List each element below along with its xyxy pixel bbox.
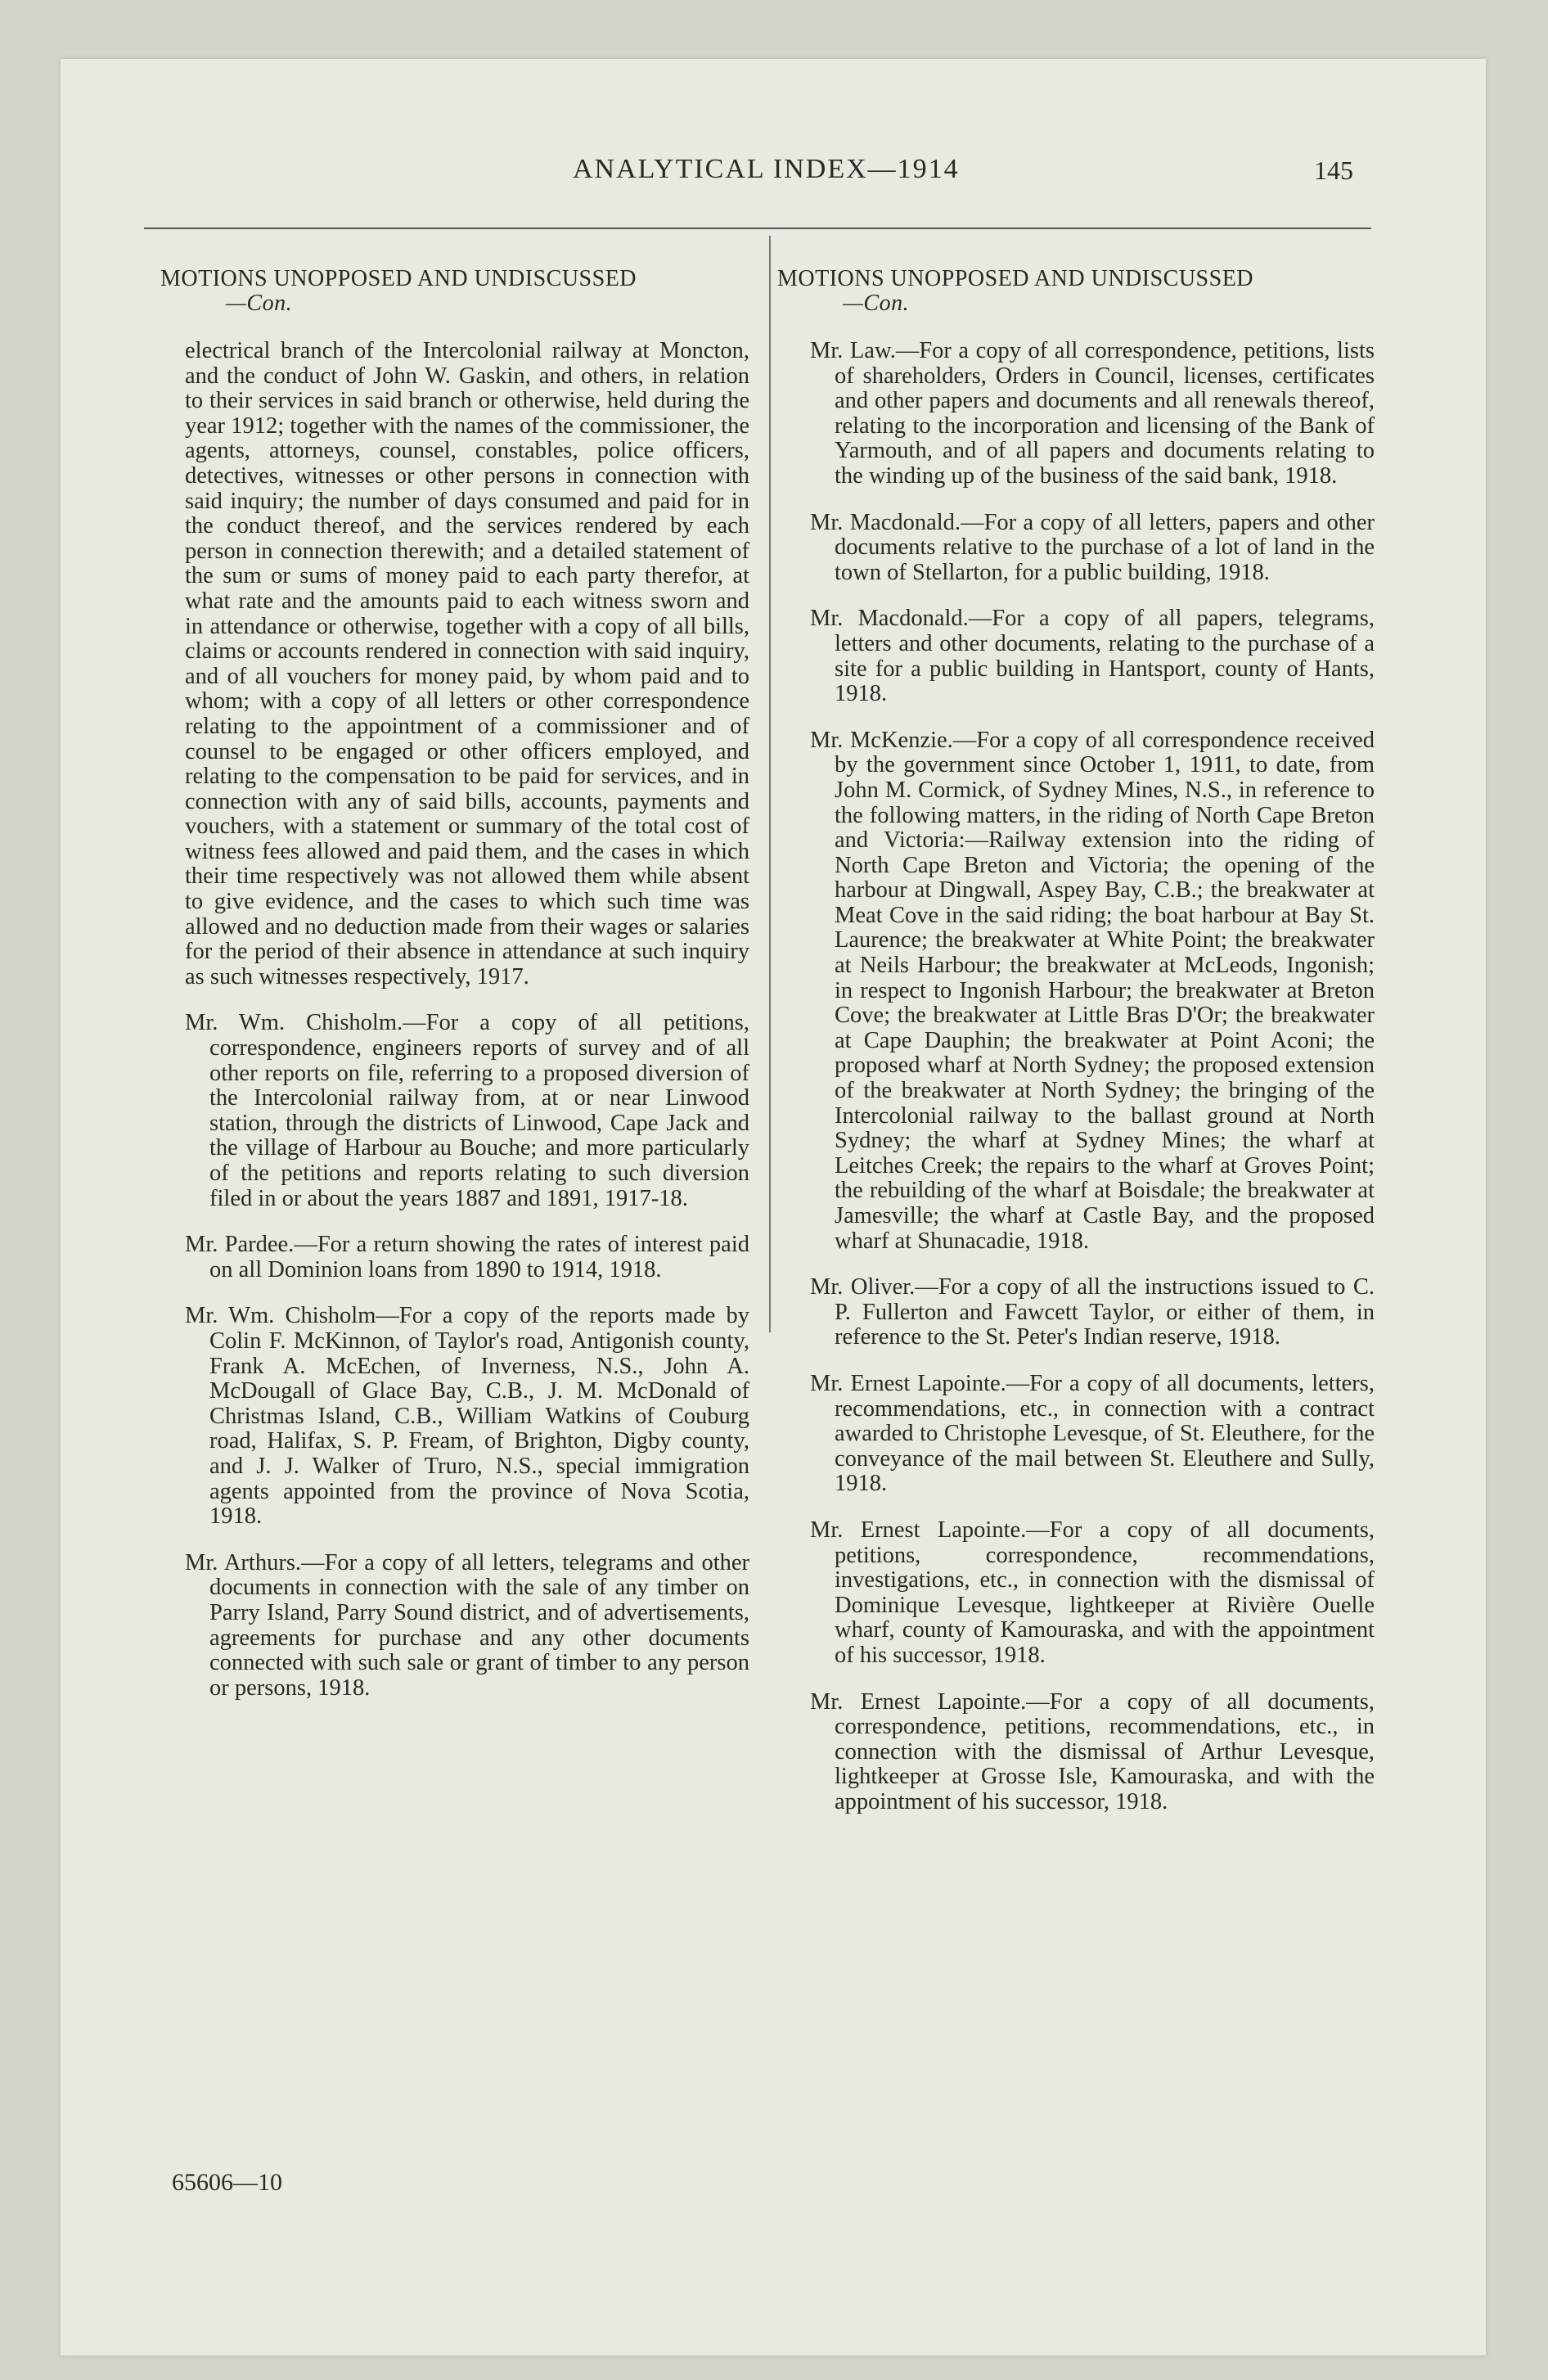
index-entry <box>185 1549 750 1702</box>
motion-text: —For a copy of all petitions, correspondence, engineers reports of survey and of all other reports on file, referring to a proposed diversion of the Intercolonial railway from, at or near Linwood station, through the districts of Linwood, Cape Jack and the village of Harbour au Bouche; and more particularly of the petitions and reports relating to such diversion filed in or about the years 1887 and 1891, 1917-18. <box>209 1010 750 1211</box>
mover-name: Mr. Ernest Lapointe. <box>810 1688 1027 1715</box>
heading-text: MOTIONS UNOPPOSED AND UNDISCUSSED <box>777 266 1254 291</box>
index-entry <box>810 1274 1375 1350</box>
mover-name: Mr. Oliver. <box>810 1274 916 1300</box>
index-entry <box>810 509 1375 586</box>
mover-name: Mr. Wm. Chisholm. <box>185 1010 403 1036</box>
index-entry <box>810 1517 1375 1669</box>
motion-text: —For a copy of all letters, telegrams and other documents in connection with the sale of any timber on Parry Island, Parry Sound district, and of advertisements, agreements for purchase and any other documents connected with such sale or grant of timber to any person or persons, 1918. <box>209 1549 750 1701</box>
heading-continued: —Con. <box>843 291 910 316</box>
left-column-heading <box>160 267 749 316</box>
mover-name: Mr. Macdonald. <box>810 606 969 632</box>
mover-name: Mr. Ernest Lapointe. <box>810 1370 1006 1396</box>
motion-text: —For a copy of all correspondence, petitions, lists of shareholders, Orders in Council, licenses, certificates and other papers and documents and all renewals thereof, relating to the incorporation and licensing of the Bank of Yarmouth, and of all papers and documents relating to the winding up of the business of the said bank, 1918. <box>835 338 1375 489</box>
page-header-title: ANALYTICAL INDEX—1914 <box>573 154 960 184</box>
motion-text: —For a copy of all letters, papers and other documents relative to the purchase of a lot of land in the town of Stellarton, for a public building, 1918. <box>835 509 1375 585</box>
right-column-heading <box>777 267 1375 316</box>
page-number: 145 <box>1314 156 1353 185</box>
mover-name: Mr. Ernest Lapointe. <box>810 1517 1027 1543</box>
motion-text: —For a copy of all documents, letters, recommendations, etc., in connection with a contract awarded to Christophe Levesque, of St. Eleuthere, for the conveyance of the mail between St. Eleuthere and Sully, 1918. <box>835 1370 1375 1497</box>
column-divider <box>769 236 771 1332</box>
motion-text: —For a copy of all the instructions issued to C. P. Fullerton and Fawcett Taylor, or either of them, in reference to the St. Peter's Indian reserve, 1918. <box>835 1274 1375 1350</box>
left-column <box>160 266 750 1722</box>
mover-name: Mr. Macdonald. <box>810 509 961 535</box>
motion-text: —For a copy of all correspondence received by the government since October 1, 1911, to date, from John M. Cormick, of Sydney Mines, N.S., in reference to the following matters, in the riding of North Cape Breton and Victoria:—Railway extension into the riding of North Cape Breton and Victoria; the opening of the harbour at Dingwall, Aspey Bay, C.B.; the breakwater at Meat Cove in the said riding; the boat harbour at Bay St. Laurence; the breakwater at White Point; the breakwater at Neils Harbour; the breakwater at McLeods, Ingonish; in respect to Ingonish Harbour; the breakwater at Breton Cove; the breakwater at Little Bras D'Or; the breakwater at Cape Dauphin; the breakwater at Point Aconi; the proposed wharf at North Sydney; the proposed extension of the breakwater at North Sydney; the bringing of the Intercolonial railway to the ballast ground at North Sydney; the wharf at Sydney Mines; the wharf at Leitches Creek; the repairs to the wharf at Groves Point; the rebuilding of the wharf at Boisdale; the breakwater at Jamesville; the wharf at Castle Bay, and the proposed wharf at Shunacadie, 1918. <box>835 727 1375 1254</box>
motion-text: —For a copy of all papers, telegrams, letters and other documents, relating to the purchase of a site for a public building in Hantsport, county of Hants, 1918. <box>835 606 1375 707</box>
index-entry <box>185 1303 749 1530</box>
right-column <box>777 266 1375 1836</box>
motion-text: —For a copy of the reports made by Colin F. McKinnon, of Taylor's road, Antigonish county, Frank A. McEchen, of Inverness, N.S., John A. McDougall of Glace Bay, C.B., J. M. McDonald of Christmas Island, C.B., William Watkins of Couburg road, Halifax, S. P. Fream, of Brighton, Digby county, and J. J. Walker of Truro, N.S., special immigration agents appointed from the province of Nova Scotia, 1918. <box>209 1303 749 1530</box>
heading-continued: —Con. <box>226 291 293 316</box>
printer-signature: 65606—10 <box>172 2169 282 2196</box>
index-entry <box>810 338 1375 489</box>
mover-name: Mr. McKenzie. <box>810 727 953 753</box>
mover-name: Mr. Law. <box>810 338 896 363</box>
header-rule <box>144 228 1371 229</box>
continued-entry: electrical branch of the Intercolonial railway at Moncton, and the conduct of John W. Gaskin, and others, in relation to their services in said branch or otherwise, held during the year 1912; together with the names of the commissioner, the agents, attorneys, counsel, constables, police officers, detectives, witnesses or other persons in connection with said inquiry; the number of days consumed and paid for in the conduct thereof, and the services rendered by each person in connection therewith; and a detailed statement of the sum or sums of money paid to each party therefor, at what rate and the amounts paid to each witness sworn and in attendance or otherwise, together with a copy of all bills, claims or accounts rendered in connection with said inquiry, and of all vouchers for money paid, by whom paid and to whom; with a copy of all letters or other correspondence relating to the appointment of a commissioner and of counsel to be engaged or other officers employed, and relating to the compensation to be paid for services, and in connection with any of said bills, accounts, payments and vouchers, with a statement or summary of the total cost of witness fees allowed and paid them, and the cases in which their time respectively was not allowed them while absent to give evidence, and the cases to which such time was allowed and no deduction made from their wages or salaries for the period of their absence in attendance at such inquiry as such witnesses respectively, 1917. <box>185 338 749 989</box>
motion-text: —For a return showing the rates of interest paid on all Dominion loans from 1890 to 1914, 1918. <box>209 1232 749 1282</box>
motion-text: —For a copy of all documents, petitions, correspondence, recommendations, investigations, etc., in connection with the dismissal of Dominique Levesque, lightkeeper at Rivière Ouelle wharf, county of Kamouraska, and with the appointment of his successor, 1918. <box>835 1517 1375 1668</box>
mover-name: Mr. Wm. Chisholm <box>185 1303 376 1329</box>
index-entry <box>185 1232 749 1282</box>
index-entry <box>810 1688 1375 1815</box>
heading-text: MOTIONS UNOPPOSED AND UNDISCUSSED <box>160 266 637 291</box>
mover-name: Mr. Pardee. <box>185 1232 295 1258</box>
index-entry <box>810 1370 1375 1497</box>
index-entry <box>185 1010 750 1211</box>
mover-name: Mr. Arthurs. <box>185 1549 302 1575</box>
index-entry <box>810 727 1375 1254</box>
motion-text: —For a copy of all documents, correspondence, petitions, recommendations, etc., in connection with the dismissal of Arthur Levesque, lightkeeper at Grosse Isle, Kamouraska, and with the appointment of his successor, 1918. <box>835 1688 1375 1814</box>
index-entry <box>810 606 1375 707</box>
